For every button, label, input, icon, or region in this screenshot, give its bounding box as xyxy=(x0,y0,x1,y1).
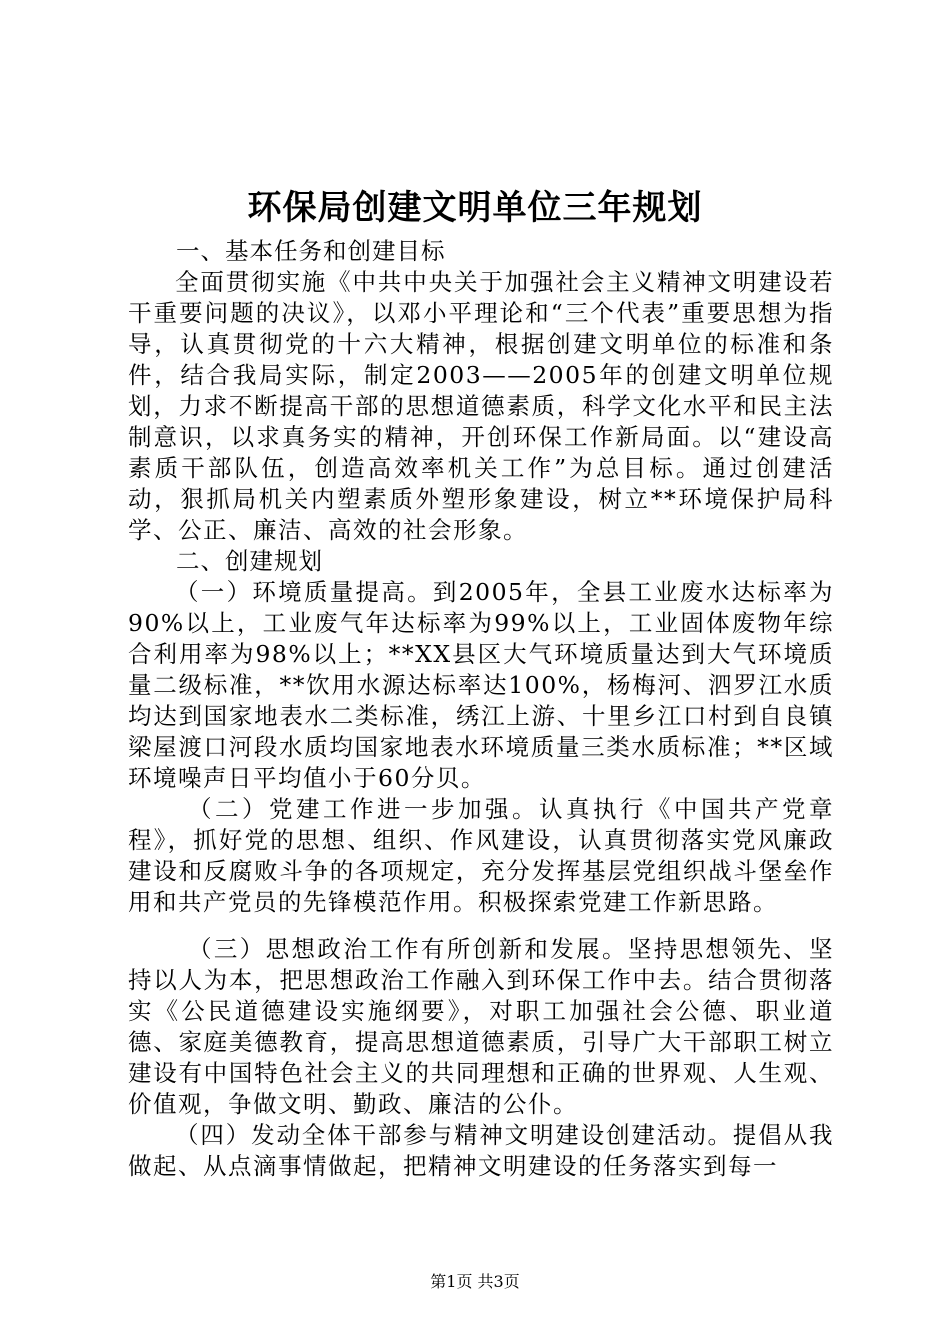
paragraph-item-4: （四）发动全体干部参与精神文明建设创建活动。提倡从我做起、从点滴事情做起，把精神文明建设的任务落实到每一 xyxy=(128,1121,834,1180)
page-title: 环保局创建文明单位三年规划 xyxy=(247,188,703,228)
section-heading-2: 二、创建规划 xyxy=(176,547,323,575)
section-heading-1: 一、基本任务和创建目标 xyxy=(176,237,446,265)
page-footer: 第1页 共3页 xyxy=(430,1272,520,1291)
paragraph-item-3: （三）思想政治工作有所创新和发展。坚持思想领先、坚持以人为本，把思想政治工作融入到环保工作中去。结合贯彻落实《公民道德建设实施纲要》，对职工加强社会公德、职业道德、家庭美德教育，提高思想道德素质，引导广大干部职工树立建设有中国特色社会主义的共同理想和正确的世界观、人生观、价值观，争做文明、勤政、廉洁的公仆。 xyxy=(128,935,834,1118)
paragraph-item-1: （一）环境质量提高。到2005年，全县工业废水达标率为90%以上，工业废气年达标率为99%以上，工业固体废物年综合利用率为98%以上；**XX县区大气环境质量达到大气环境质量二级标准，**饮用水源达标率达100%，杨梅河、泗罗江水质均达到国家地表水二类标准，绣江上游、十里乡江口村到自良镇梁屋渡口河段水质均国家地表水环境质量三类水质标准；**区域环境噪声日平均值小于60分贝。 xyxy=(128,578,834,792)
paragraph-goals: 全面贯彻实施《中共中央关于加强社会主义精神文明建设若干重要问题的决议》，以邓小平理论和“三个代表”重要思想为指导，认真贯彻党的十六大精神，根据创建文明单位的标准和条件，结合我局实际，制定2003——2005年的创建文明单位规划，力求不断提高干部的思想道德素质，科学文化水平和民主法制意识，以求真务实的精神，开创环保工作新局面。以“建设高素质干部队伍，创造高效率机关工作”为总目标。通过创建活动，狠抓局机关内塑素质外塑形象建设，树立**环境保护局科学、公正、廉洁、高效的社会形象。 xyxy=(128,268,834,544)
paragraph-item-2: （二）党建工作进一步加强。认真执行《中国共产党章程》，抓好党的思想、组织、作风建设，认真贯彻落实党风廉政建设和反腐败斗争的各项规定，充分发挥基层党组织战斗堡垒作用和共产党员的先锋模范作用。积极探索党建工作新思路。 xyxy=(128,795,834,916)
